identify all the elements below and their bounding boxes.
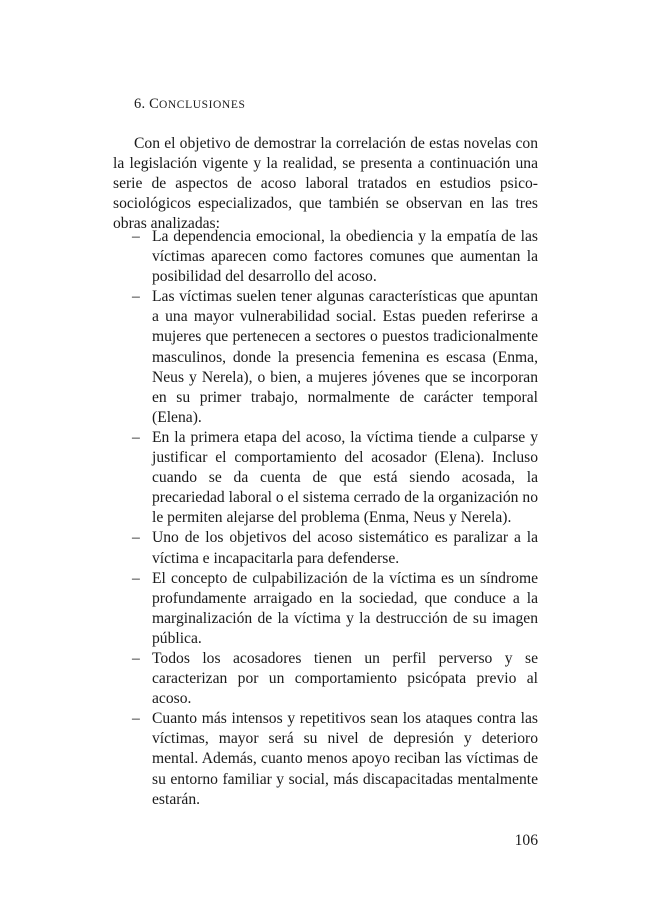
conclusions-list — [113, 227, 538, 810]
dash-bullet: – — [132, 529, 140, 547]
dash-bullet: – — [132, 569, 140, 587]
dash-bullet: – — [132, 710, 140, 728]
dash-bullet: – — [132, 428, 140, 446]
dash-bullet: – — [132, 649, 140, 667]
list-item — [113, 649, 538, 709]
list-item — [113, 287, 538, 428]
list-item-text: Uno de los objetivos del acoso sistemático es paralizar a la víctima e incapacitarla para defenderse. — [152, 529, 538, 567]
intro-paragraph: Con el objetivo de demostrar la correlación de estas novelas con la legislación vigente y la realidad, se presenta a continuación una serie de aspectos de acoso laboral tratados en estudios psico-sociológicos especializados, que también se observan en las tres obras analizadas: — [113, 135, 538, 233]
section-heading — [134, 96, 245, 113]
list-item — [113, 709, 538, 809]
list-item-text: En la primera etapa del acoso, la víctima tiende a culparse y justificar el comportamiento del acosador (Elena). Incluso cuando se da cuenta de que está siendo acosada, la precariedad laboral o el sistema cerrado de la organización no le permiten alejarse del problema (Enma, Neus y Nerela). — [152, 428, 538, 527]
list-item-text: El concepto de culpabilización de la víctima es un síndrome profundamente arraigado en la sociedad, que conduce a la marginalización de la víctima y la destrucción de su imagen pública. — [152, 569, 538, 647]
list-item — [113, 227, 538, 287]
dash-bullet: – — [132, 228, 140, 245]
page-number: 106 — [514, 832, 538, 849]
section-title — [149, 96, 245, 112]
section-title-small-caps: ONCLUSIONES — [158, 99, 246, 111]
list-item — [113, 569, 538, 649]
list-item-text: Todos los acosadores tienen un perfil perverso y se caracterizan por un comportamiento psicópata previo al acoso. — [152, 649, 538, 708]
dash-bullet: – — [132, 288, 140, 306]
list-item-text: Cuanto más intensos y repetitivos sean los ataques contra las víctimas, mayor será su nivel de depresión y deterioro mental. Además, cuanto menos apoyo reciban las víctimas de su entorno familiar y social, más discapacitadas mentalmente estarán. — [152, 710, 538, 808]
section-title-initial: C — [149, 96, 159, 112]
section-number: 6. — [134, 96, 146, 112]
list-item-text: Las víctimas suelen tener algunas características que apuntan a una mayor vulnerabilidad social. Estas pueden referirse a mujeres que pertenecen a sectores o puestos tradicionalmente masculinos, donde la presencia femenina es escasa (Enma, Neus y Nerela), o bien, a mujeres jóvenes que se incorporan en su primer trabajo, normalmente de carácter temporal (Elena). — [152, 288, 538, 426]
list-item — [113, 428, 538, 528]
list-item — [113, 528, 538, 568]
list-item-text: La dependencia emocional, la obediencia y la empatía de las víctimas aparecen como factores comunes que aumentan la posibilidad del desarrollo del acoso. — [152, 228, 538, 286]
